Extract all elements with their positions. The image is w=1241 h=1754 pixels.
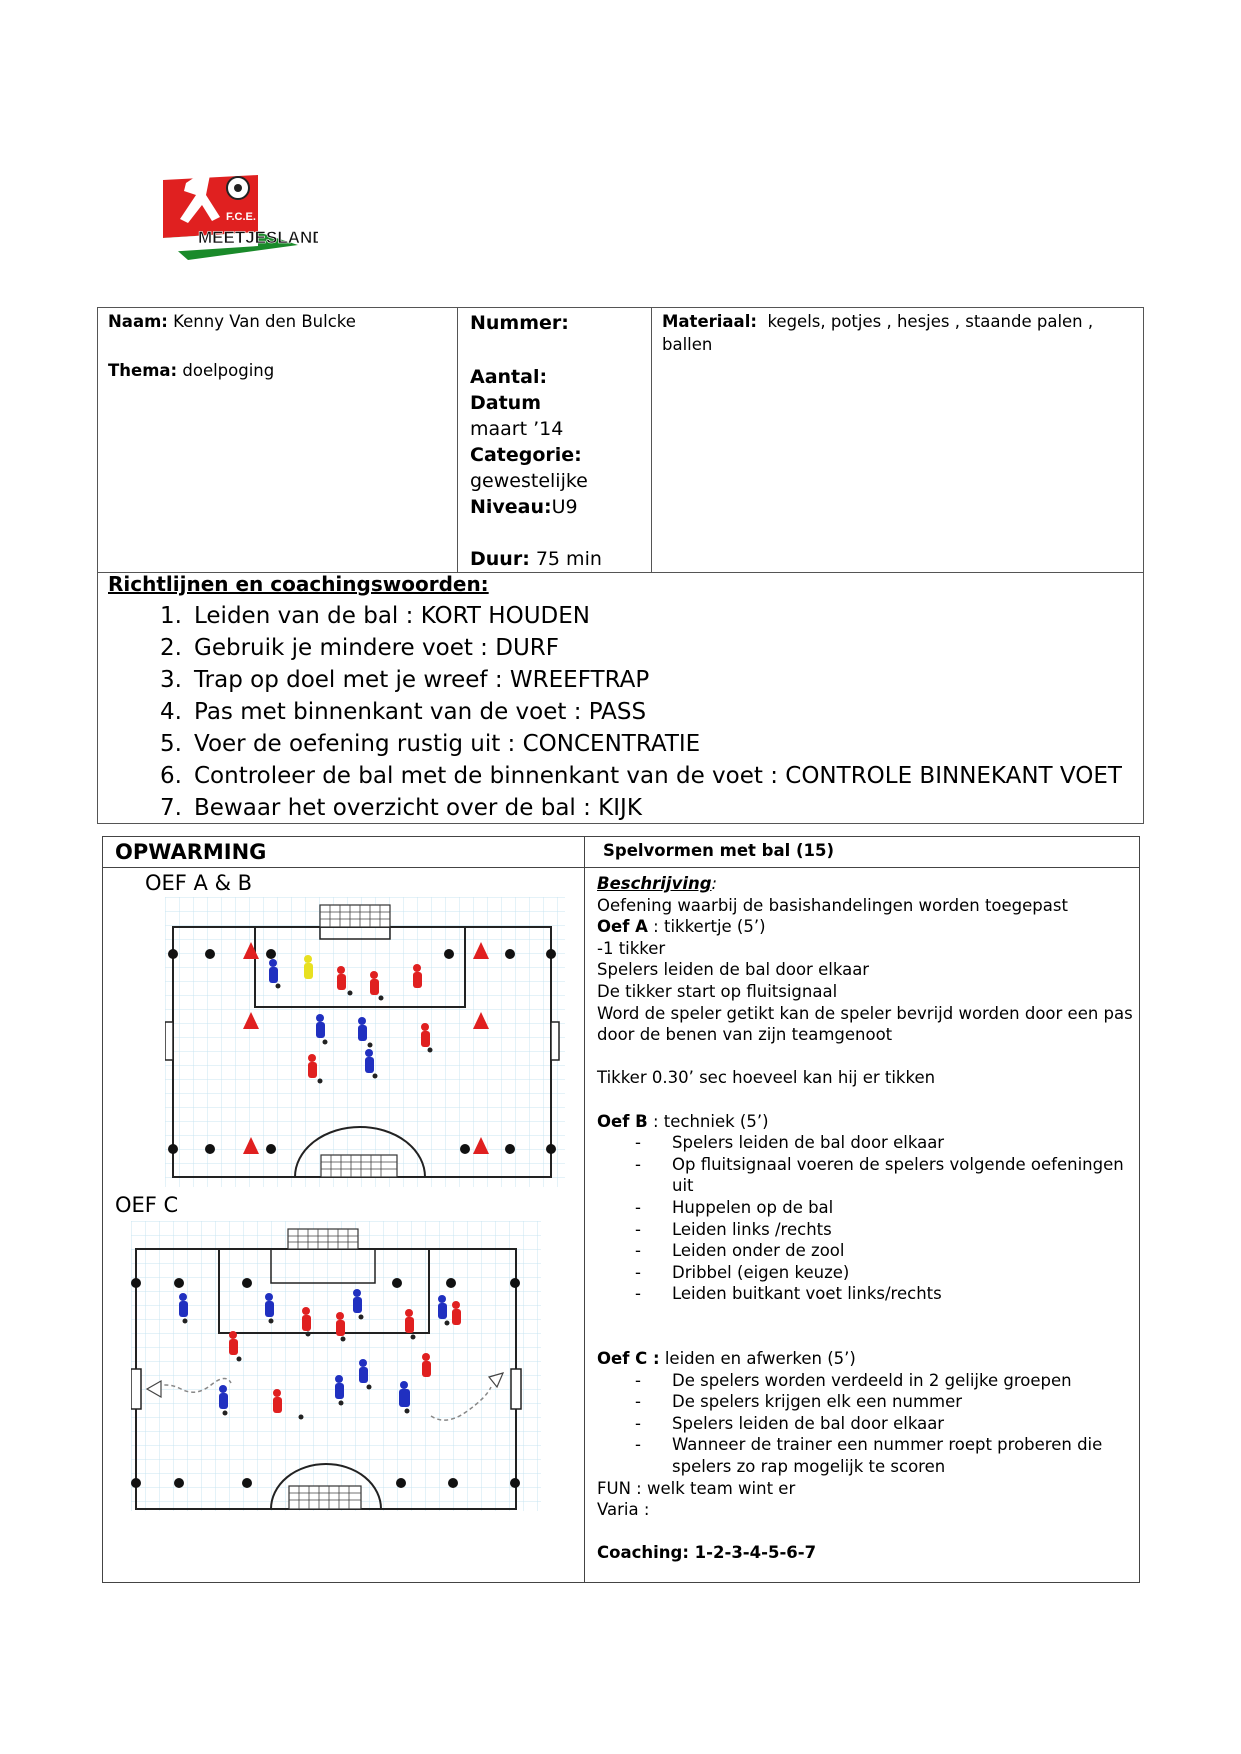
- materiaal-label: Materiaal:: [662, 312, 757, 331]
- exercise-table: [102, 836, 1140, 1583]
- materiaal-value: kegels, potjes , hesjes , staande palen , ballen: [662, 312, 1094, 354]
- coaching-item: [138, 696, 1122, 728]
- oef-c-title: leiden en afwerken (5’): [659, 1349, 856, 1369]
- coaching-title: Richtlijnen en coachingswoorden:: [108, 572, 489, 596]
- oef-b-item: - Spelers leiden de bal door elkaar: [597, 1132, 1137, 1154]
- field-diagram-c: [131, 1221, 541, 1511]
- oef-a-line: -1 tikker: [597, 938, 666, 958]
- coaching-list: [138, 600, 1122, 824]
- niveau-label: Niveau:: [470, 496, 552, 518]
- oef-c-label: Oef C :: [597, 1349, 660, 1369]
- coaching-text: Controleer de bal met de binnenkant van de voet : CONTROLE BINNEKANT VOET: [194, 763, 1122, 789]
- info-cell: [458, 308, 652, 573]
- oef-b-item: - Leiden onder de zool: [597, 1240, 1137, 1262]
- coaching-text: Trap op doel met je wreef : WREEFTRAP: [194, 667, 650, 693]
- coaching-section: [97, 570, 1144, 824]
- field-diagram-ab: [165, 897, 565, 1187]
- oef-a-line: De tikker start op fluitsignaal: [597, 981, 838, 1001]
- oef-b-title: : techniek (5’): [647, 1111, 769, 1131]
- coaching-text: Gebruik je mindere voet : DURF: [194, 635, 559, 661]
- column-divider: [584, 837, 585, 1582]
- coaching-num: 4.: [160, 699, 182, 725]
- opwarming-title: OPWARMING: [115, 840, 267, 864]
- aantal-label: Aantal:: [470, 366, 548, 388]
- club-logo: [158, 160, 318, 270]
- categorie-label: Categorie:: [470, 444, 582, 466]
- header-table: [97, 307, 1144, 573]
- oef-a-title: : tikkertje (5’): [647, 917, 766, 937]
- beschrijving-label: Beschrijving: [597, 874, 712, 893]
- name-cell: [98, 308, 458, 573]
- fun-text: FUN : welk team wint er: [597, 1478, 796, 1498]
- niveau-value: U9: [551, 496, 578, 518]
- oef-b-list: [597, 1132, 1137, 1305]
- coaching-item: [138, 792, 1122, 824]
- oef-c-item: - Spelers leiden de bal door elkaar: [597, 1413, 1137, 1435]
- coaching-item: [138, 760, 1122, 792]
- coaching-text: Leiden van de bal : KORT HOUDEN: [194, 603, 590, 629]
- coaching-item: [138, 600, 1122, 632]
- oef-c-item: - De spelers worden verdeeld in 2 gelijke groepen: [597, 1370, 1137, 1392]
- oef-a-label: Oef A: [597, 917, 648, 937]
- exercise-description: Beschrijving: Oefening waarbij de basishandelingen worden toegepast Oef A : tikkertje (5’) -1 tikker Spelers leiden de bal door elkaar De tikker start op fluitsignaal Word de speler getikt kan de speler bevrijd worden door een pas door de benen van zijn teamgenoot Tikker 0.30’ sec hoeveel kan hij er tikken Oef B : techniek (5’) - Spelers leiden de bal door elkaar - Op fluitsignaal voeren de spelers volgende oefeningen uit - Huppelen op de bal - Leiden links /rechts - Leiden onder de zool - Dribbel (eigen keuze) - Leiden buitkant voet links/rechts Oef C : leiden en afwerken (5’) - De spelers worden verdeeld in 2 gelijke groepen - De spelers krijgen elk een nummer - Spelers leiden de bal door elkaar - Wanneer de trainer een nummer roept proberen die spelers zo rap mogelijk te scoren FUN : welk team wint er Varia : Coaching: 1-2-3-4-5-6-7: [597, 873, 1137, 1564]
- naam-label: Naam:: [108, 312, 168, 331]
- oef-c-item: - Wanneer de trainer een nummer roept proberen die spelers zo rap mogelijk te scoren: [597, 1434, 1137, 1477]
- duur-value: 75 min: [535, 548, 602, 570]
- coaching-text: Bewaar het overzicht over de bal : KIJK: [194, 795, 642, 821]
- intro-text: Oefening waarbij de basishandelingen worden toegepast: [597, 895, 1068, 915]
- logo-small-text: F.C.E.: [226, 211, 256, 223]
- coaching-num: 5.: [160, 731, 182, 757]
- varia-text: Varia :: [597, 1500, 650, 1520]
- oef-c-list: [597, 1370, 1137, 1478]
- categorie-value: gewestelijke: [470, 470, 588, 492]
- thema-value: doelpoging: [182, 361, 275, 380]
- coaching-num: 7.: [160, 795, 182, 821]
- oef-b-item: - Dribbel (eigen keuze): [597, 1262, 1137, 1284]
- nummer-label: Nummer:: [470, 312, 569, 334]
- oef-b-item: - Op fluitsignaal voeren de spelers volgende oefeningen uit: [597, 1154, 1137, 1197]
- coaching-item: [138, 632, 1122, 664]
- oef-b-item: - Leiden links /rechts: [597, 1219, 1137, 1241]
- oef-b-item: - Leiden buitkant voet links/rechts: [597, 1283, 1137, 1305]
- materiaal-cell: [652, 308, 1144, 573]
- oef-a-line: Word de speler getikt kan de speler bevrijd worden door een pas door de benen van zijn teamgenoot: [597, 1003, 1133, 1045]
- datum-value: maart ’14: [470, 418, 564, 440]
- logo-main-text: MEETJESLAND: [198, 228, 318, 247]
- duur-label: Duur:: [470, 548, 530, 570]
- datum-label: Datum: [470, 392, 541, 414]
- oef-ab-label: OEF A & B: [145, 871, 253, 895]
- spelvormen-title: Spelvormen met bal (15): [603, 841, 835, 860]
- coaching-item: [138, 728, 1122, 760]
- coaching-num: 1.: [160, 603, 182, 629]
- coaching-num: 2.: [160, 635, 182, 661]
- oef-b-item: - Huppelen op de bal: [597, 1197, 1137, 1219]
- coaching-text: Voer de oefening rustig uit : CONCENTRATIE: [194, 731, 701, 757]
- row-divider: [103, 867, 1139, 868]
- oef-b-label: Oef B: [597, 1111, 648, 1131]
- oef-a-note: Tikker 0.30’ sec hoeveel kan hij er tikken: [597, 1068, 936, 1088]
- oef-a-line: Spelers leiden de bal door elkaar: [597, 960, 870, 980]
- naam-value: Kenny Van den Bulcke: [173, 312, 356, 331]
- oef-c-item: - De spelers krijgen elk een nummer: [597, 1391, 1137, 1413]
- coaching-num: 3.: [160, 667, 182, 693]
- coaching-line: Coaching: 1-2-3-4-5-6-7: [597, 1543, 817, 1563]
- coaching-text: Pas met binnenkant van de voet : PASS: [194, 699, 647, 725]
- coaching-num: 6.: [160, 763, 182, 789]
- coaching-item: [138, 664, 1122, 696]
- oef-c-label: OEF C: [115, 1193, 179, 1217]
- thema-label: Thema:: [108, 361, 178, 380]
